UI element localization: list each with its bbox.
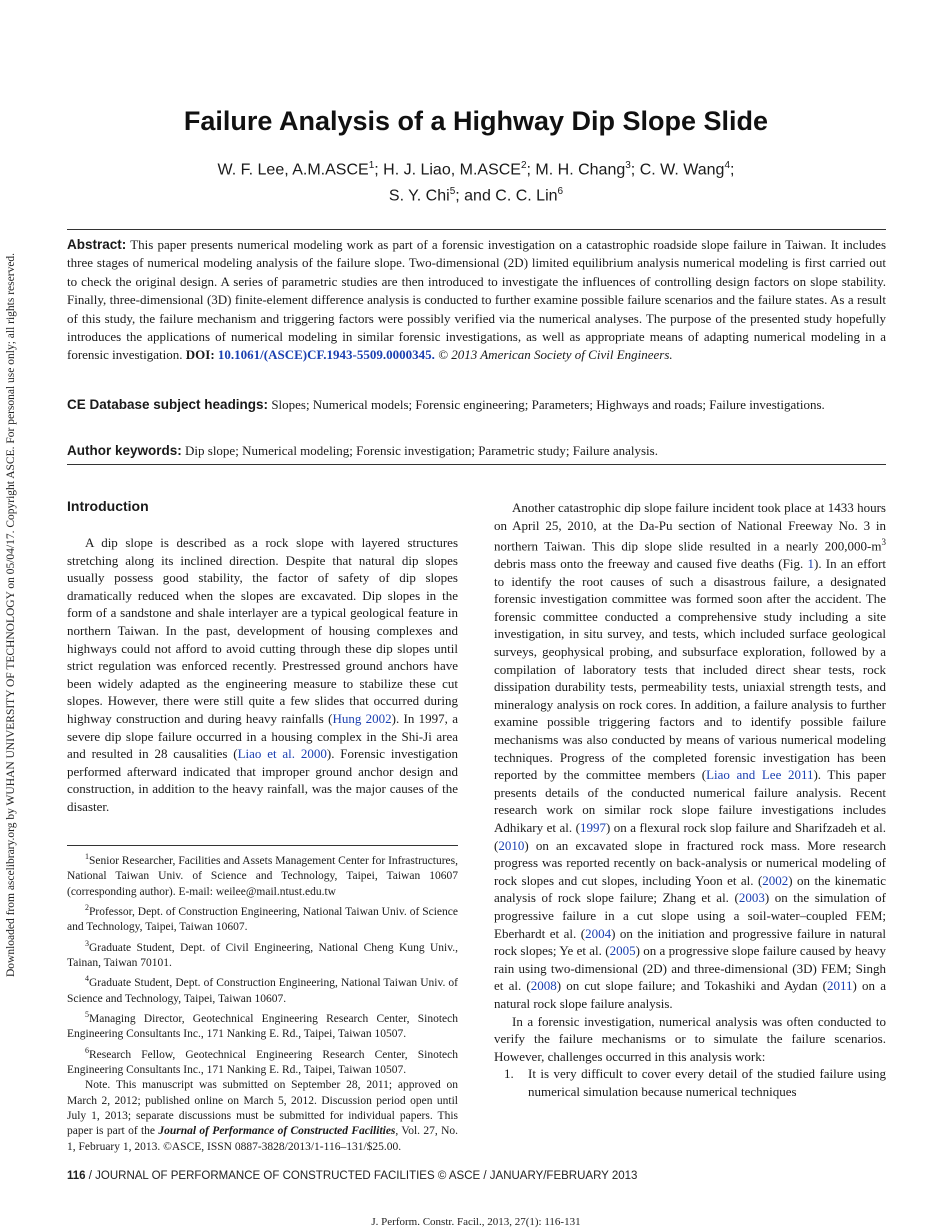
section-heading-introduction: Introduction <box>67 498 149 514</box>
copyright-notice: © 2013 American Society of Civil Engineers. <box>438 347 673 363</box>
citation-link[interactable]: Liao et al. 2000 <box>237 746 327 762</box>
left-column <box>67 534 458 816</box>
footnote-mark: 5 <box>85 1009 89 1019</box>
doi-link[interactable]: 10.1061/(ASCE)CF.1943-5509.0000345. <box>217 347 435 363</box>
footnote-5 <box>67 1007 458 1043</box>
text-run: ). In 1997, a severe dip slope failure occurred in a housing complex in the Shi-Ji area and resulted in 28 causalities ( <box>67 710 458 762</box>
footnote-rule <box>67 845 458 846</box>
author-6-affil: 6 <box>557 186 564 198</box>
citation-link[interactable]: 2002 <box>762 872 789 888</box>
author-keywords <box>67 442 886 460</box>
list-number: 1. <box>504 1066 514 1082</box>
footnote-text: Graduate Student, Dept. of Construction Engineering, National Taiwan Univ. of Science and Technology, Taipei, Taiwan 10607. <box>67 977 458 1005</box>
text-run: ). In an effort to identify the root causes of such a disastrous failure, a designated forensic investigation committee was formed soon after the accident. The forensic committee conducted a comprehensive study including a site investigation, in situ survey, and tests, which included surface geological surveys, geophysical probing, and subsurface exploration, followed by a compilation of laboratory tests that included direct shear tests, rock dissipation durability tests, permeability tests, uniaxial strength tests, and mineralogy analysis on rock cores. In addition, a failure analysis to further examine possible triggering factors and to identify possible failure mechanisms was also conducted by means of various numerical modeling techniques. Progress of the completed forensic investigation has been reported by the committee members ( <box>494 556 887 783</box>
citation-link[interactable]: 2008 <box>530 978 557 994</box>
body-paragraph <box>494 499 886 1013</box>
abstract-label: Abstract: <box>67 237 127 252</box>
citation-link[interactable]: 1997 <box>579 820 606 836</box>
journal-name: Journal of Performance of Constructed Facilities <box>158 1125 396 1138</box>
text-run: ) on a progressive slope failure caused by heavy rain using two-dimensional (2D) and three-dimensional (3D) FEM; Singh et al. ( <box>494 943 886 994</box>
footnote-mark: 6 <box>85 1045 89 1055</box>
text-run: ) on cut slope failure; and Tokashiki and Aydan ( <box>556 978 828 994</box>
list-text: It is very difficult to cover every detail of the studied failure using numerical simulation because numerical techniques <box>528 1066 886 1099</box>
citation-link[interactable]: 2004 <box>585 925 612 941</box>
author-5: S. Y. Chi <box>388 187 450 205</box>
right-column <box>494 499 886 1101</box>
subject-headings-text: Slopes; Numerical models; Forensic engineering; Parameters; Highways and roads; Failure investigations. <box>271 397 825 412</box>
footnotes <box>67 849 458 1155</box>
footnote-text: Graduate Student, Dept. of Civil Engineering, National Cheng Kung Univ., Tainan, Taiwan 70101. <box>67 941 458 969</box>
abstract-text: This paper presents numerical modeling work as part of a forensic investigation on a catastrophic roadside slope failure in Taiwan. It includes three stages of numerical modeling analysis of the failure slope. Two-dimensional (2D) limited equilibrium analysis numerical modeling is first carried out to check the original design. A series of parametric studies are then introduced to investigate the influences of controlling design factors on slope stability. Finally, three-dimensional (3D) finite-element difference analysis is conducted to further examine possible failure scenarios and the failure states. As a result of this study, the failure mechanism and triggering factors were possibly verified via the numerical analyses. The purpose of the presented study hopefully introduces the applications of numerical modeling in similar forensic investigations, as well as appropriate means of adapting numerical modeling in a forensic investigation. <box>67 237 887 363</box>
submission-note <box>67 1078 458 1155</box>
text-run: ) on a natural rock slope failure analysis. <box>494 978 887 1011</box>
footnote-1 <box>67 849 458 900</box>
author-6: ; and C. C. Lin <box>455 187 558 205</box>
text-run: ) on the kinematic analysis of rock slope failure; Zhang et al. ( <box>494 872 886 906</box>
footnote-mark: 4 <box>85 974 89 984</box>
list-item <box>494 1065 886 1100</box>
paper-title: Failure Analysis of a Highway Dip Slope Slide <box>183 106 769 136</box>
text-run: Note. This manuscript was submitted on September 28, 2011; approved on March 2, 2012; published online on March 5, 2012. Discussion period open until July 1, 2013; separate discussions must be submitted for individual papers. This paper is part of the <box>67 1079 458 1138</box>
footnote-4 <box>67 971 458 1007</box>
author-keywords-label: Author keywords: <box>67 443 182 458</box>
footnote-3 <box>67 936 458 972</box>
text-run: A dip slope is described as a rock slope with layered structures stretching along its inclined direction. Despite that natural dip slopes usually possess good stability, the factor of safety of dip slopes dramatically reduced when the slopes are excavated. Dip slopes in the form of a sandstone and shale interlayer are a typical geological feature in northern Taiwan. In the past, development of housing complexes and highways could not afford to avoid cutting through these dip slopes until strict regulation was enforced recently. Prestressed ground anchors have been widely adapted as the engineering measure to stabilize these cut slopes. However, there were still quite a few slides that occurred during highway construction and during heavy rainfalls ( <box>67 535 458 726</box>
author-5-affil: 5 <box>449 186 456 198</box>
text-run: ) on the simulation of progressive failure in a cut slope using a soil-water–coupled FEM; Eberhardt et al. ( <box>494 890 886 941</box>
author-separator: ; <box>730 161 735 179</box>
citation-link[interactable]: 2003 <box>738 890 765 906</box>
author-4-affil: 4 <box>724 160 731 171</box>
citation-link[interactable]: 2010 <box>498 837 525 853</box>
text-run: ) on an excavated slope in fractured rock mass. More research progress was reported recently on back-analysis or numerical modeling of rock slopes and cut slopes, including Yoon et al. ( <box>494 837 886 888</box>
journal-running-title: / JOURNAL OF PERFORMANCE OF CONSTRUCTED FACILITIES © ASCE / JANUARY/FEBRUARY 2013 <box>85 1170 638 1182</box>
doi-label: DOI: <box>185 347 215 363</box>
text-run: ). Forensic investigation performed afterward indicated that improper ground anchor design and construction, in addition to the heavy rainfall, was the major causes of the disaster. <box>67 746 458 814</box>
footnote-mark: 3 <box>85 938 89 948</box>
citation-link[interactable]: Liao and Lee 2011 <box>706 767 814 783</box>
author-2-affil: 2 <box>520 160 527 171</box>
footnote-text: Senior Researcher, Facilities and Assets Management Center for Infrastructures, National Taiwan Univ. of Science and Technology, Taipei, Taiwan 10607 (corresponding author). E-mail: weilee@mail.ntust.edu.tw <box>67 854 458 898</box>
subject-headings <box>67 396 886 414</box>
author-2: ; H. J. Liao, M.ASCE <box>374 161 521 179</box>
author-3: ; M. H. Chang <box>526 161 626 179</box>
subject-headings-label: CE Database subject headings: <box>67 397 269 412</box>
text-run: ) on the initiation and progressive failure in natural rock slopes; Ye et al. ( <box>494 925 886 959</box>
footnote-6 <box>67 1043 458 1079</box>
footnote-mark: 2 <box>85 903 89 913</box>
download-notice-text: Downloaded from ascelibrary.org by WUHAN UNIVERSITY OF TECHNOLOGY on 05/04/17. Copyright ASCE. For personal use only; all rights reserved. <box>5 252 17 978</box>
citation-link[interactable]: Hung 2002 <box>332 710 392 726</box>
figure-link[interactable]: 1 <box>807 556 814 572</box>
top-rule <box>67 229 886 230</box>
text-run: , Vol. 27, No. 1, February 1, 2013. ©ASCE, ISSN 0887-3828/2013/1-116–131/$25.00. <box>67 1125 459 1153</box>
citation-link[interactable]: 2005 <box>609 943 636 959</box>
footnote-text: Managing Director, Geotechnical Engineering Research Center, Sinotech Engineering Consultants Inc., 171 Nanking E. Rd., Taipei, Taiwan 10507. <box>67 1012 458 1041</box>
author-list <box>0 155 952 208</box>
text-run: ) on a flexural rock slop failure and Sharifzadeh et al. ( <box>494 820 886 853</box>
abstract <box>67 236 886 365</box>
text-run: ). This paper presents details of the conducted numerical failure analysis. Recent research work on similar rock slope failure investigations includes Adhikary et al. ( <box>494 767 887 836</box>
text-run: Another catastrophic dip slope failure incident took place at 1433 hours on April 25, 2010, at the Da-Pu section of National Freeway No. 3 in northern Taiwan. This dip slope slide resulted in a nearly 200,000-m <box>494 500 886 554</box>
page-number: 116 <box>67 1170 86 1182</box>
footnote-mark: 1 <box>85 852 89 861</box>
citation-link[interactable]: 2011 <box>827 978 853 994</box>
footnote-2 <box>67 900 458 936</box>
author-keywords-text: Dip slope; Numerical modeling; Forensic investigation; Parametric study; Failure analysis. <box>185 443 658 458</box>
footnote-text: Research Fellow, Geotechnical Engineering Research Center, Sinotech Engineering Consultants Inc., 171 Nanking E. Rd., Taipei, Taiwan 10507. <box>67 1048 458 1076</box>
intro-paragraph <box>67 534 458 816</box>
header-bottom-rule <box>67 464 886 465</box>
author-3-affil: 3 <box>625 160 631 171</box>
text-run: debris mass onto the freeway and caused five deaths (Fig. <box>494 556 808 572</box>
citation-line: J. Perform. Constr. Facil., 2013, 27(1): 116-131 <box>371 1216 581 1228</box>
body-paragraph: In a forensic investigation, numerical analysis was often conducted to verify the failure mechanisms or to simulate the failure scenarios. However, challenges occurred in this analysis work: <box>494 1013 886 1064</box>
footnote-text: Professor, Dept. of Construction Engineering, National Taiwan Univ. of Science and Technology, Taipei, Taiwan 10607. <box>67 905 458 934</box>
author-4: ; C. W. Wang <box>630 161 725 179</box>
author-1: W. F. Lee, A.M.ASCE <box>217 161 369 179</box>
superscript: 3 <box>881 537 886 548</box>
page-footer <box>67 1170 637 1182</box>
author-1-affil: 1 <box>368 160 375 171</box>
